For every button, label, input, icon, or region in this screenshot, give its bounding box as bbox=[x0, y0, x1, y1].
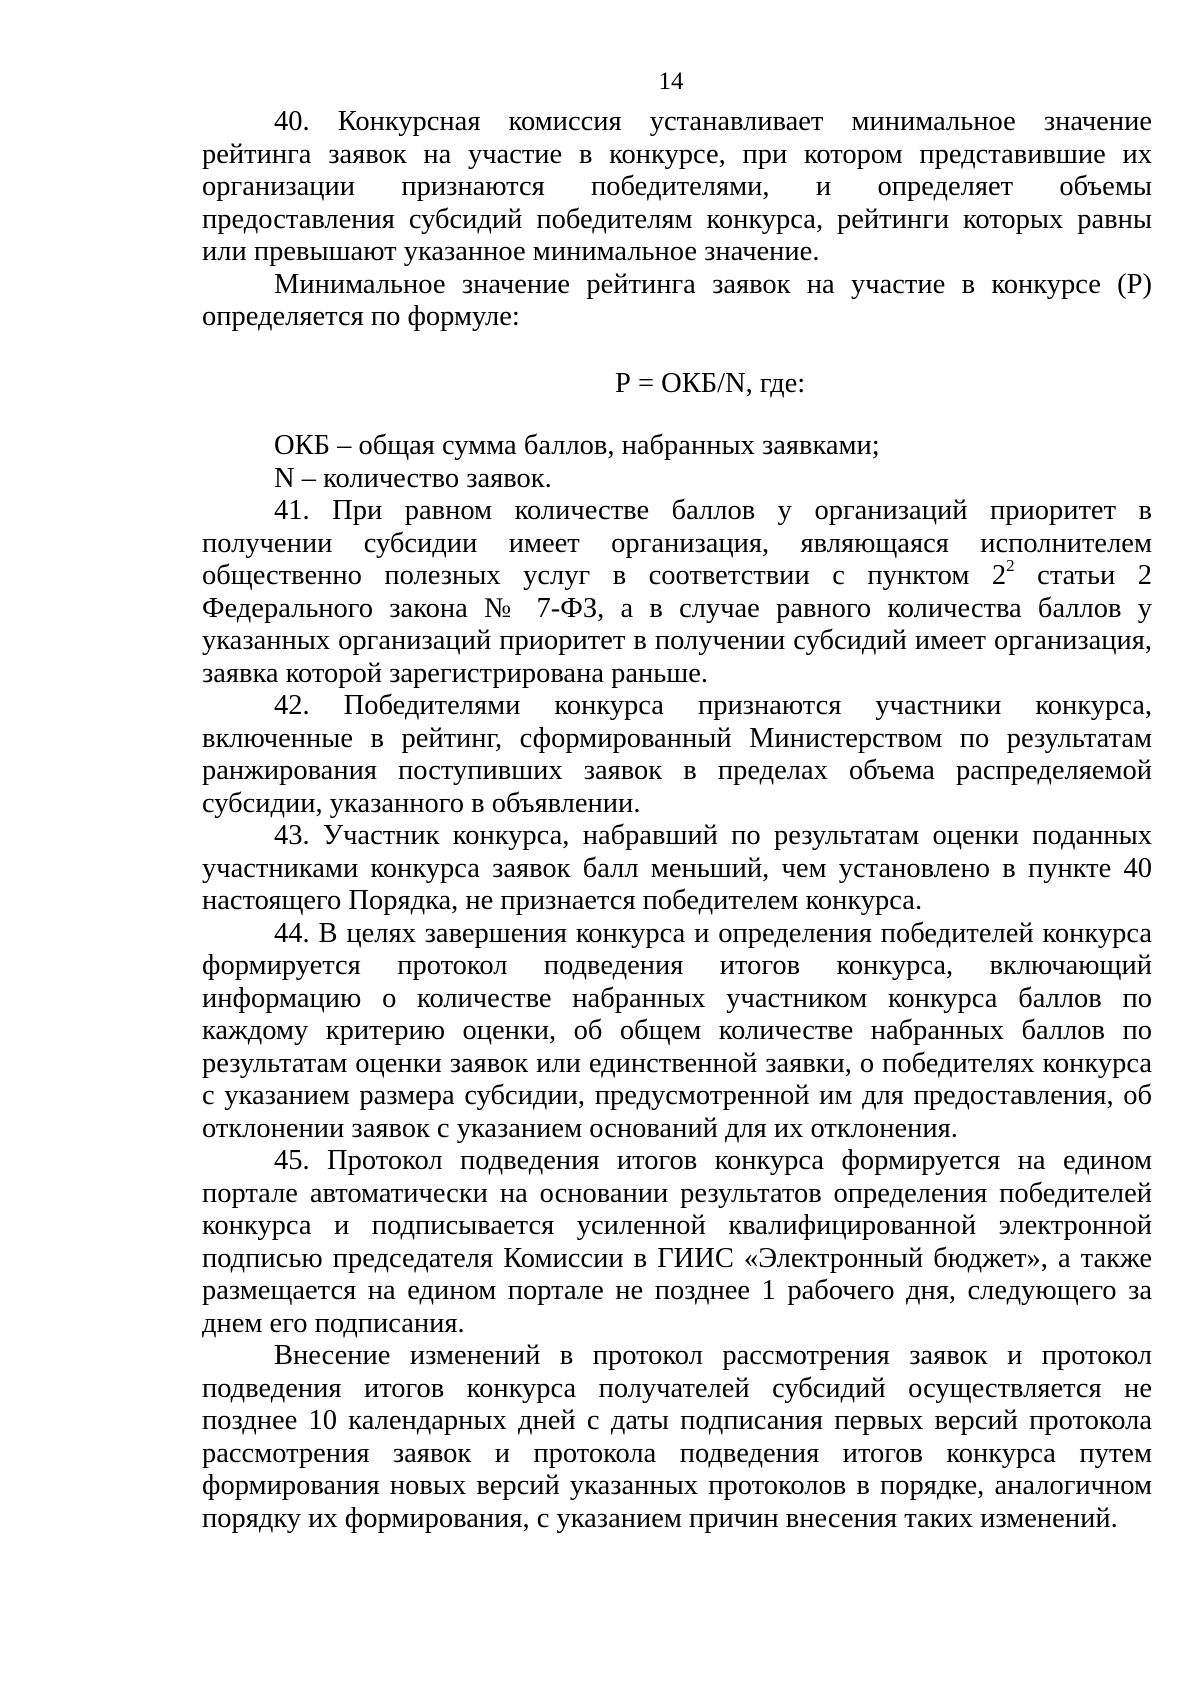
page-number: 14 bbox=[658, 68, 684, 95]
paragraph-43: 43. Участник конкурса, набравший по результатам оценки поданных участниками конкурса заявок балл меньший, чем установлено в пункте 40 настоящего Порядка, не признается победителем конкурса. bbox=[202, 820, 1152, 916]
paragraph-41 bbox=[202, 495, 1152, 690]
paragraph-41-text-end: статьи 2 Федерального закона № 7-ФЗ, а в случае равного количества баллов у указанных организаций приоритет в получении субсидий имеет организация, заявка которой зарегистрирована раньше. bbox=[202, 560, 1152, 689]
paragraph-42: 42. Победителями конкурса признаются участники конкурса, включенные в рейтинг, сформированный Министерством по результатам ранжирования поступивших заявок в пределах объема распределяемой субсидии, указанного в объявлении. bbox=[202, 690, 1152, 819]
paragraph-45-amendments: Внесение изменений в протокол рассмотрения заявок и протокол подведения итогов конкурса получателей субсидий осуществляется не позднее 10 календарных дней с даты подписания первых версий протокола рассмотрения заявок и протокола подведения итогов конкурса путем формирования новых версий указанных протоколов в порядке, аналогичном порядку их формирования, с указанием причин внесения таких изменений. bbox=[202, 1340, 1152, 1534]
formula: Р = ОКБ/N, где: bbox=[615, 367, 806, 399]
definition-n: N – количество заявок. bbox=[274, 462, 552, 494]
paragraph-40-formula-intro: Минимальное значение рейтинга заявок на участие в конкурсе (Р) определяется по формуле: bbox=[202, 268, 1152, 332]
document-body bbox=[202, 106, 1152, 1535]
paragraph-44: 44. В целях завершения конкурса и определения победителей конкурса формируется протокол подведения итогов конкурса, включающий информацию о количестве набранных участником конкурса баллов по каждому критерию оценки, об общем количестве набранных баллов по результатам оценки заявок или единственной заявки, о победителях конкурса с указанием размера субсидии, предусмотренной им для предоставления, об отклонении заявок с указанием оснований для их отклонения. bbox=[202, 917, 1152, 1144]
paragraph-41-superscript: 2 bbox=[1006, 555, 1015, 575]
paragraph-40: 40. Конкурсная комиссия устанавливает минимальное значение рейтинга заявок на участие в конкурсе, при котором представившие их организации признаются победителями, и определяет объемы предоставления субсидий победителям конкурса, рейтинги которых равны или превышают указанное минимальное значение. bbox=[202, 106, 1152, 267]
definition-okb: ОКБ – общая сумма баллов, набранных заявками; bbox=[274, 430, 880, 461]
paragraph-45: 45. Протокол подведения итогов конкурса формируется на едином портале автоматически на основании результатов определения победителей конкурса и подписывается усиленной квалифицированной электронной подписью председателя Комиссии в ГИИС «Электронный бюджет», а также размещается на едином портале не позднее 1 рабочего дня, следующего за днем его подписания. bbox=[202, 1145, 1152, 1339]
paragraph-41-text-start: 41. При равном количестве баллов у организаций приоритет в получении субсидии имеет организация, являющаяся исполнителем общественно полезных услуг в соответствии с пунктом 2 bbox=[202, 495, 1152, 591]
